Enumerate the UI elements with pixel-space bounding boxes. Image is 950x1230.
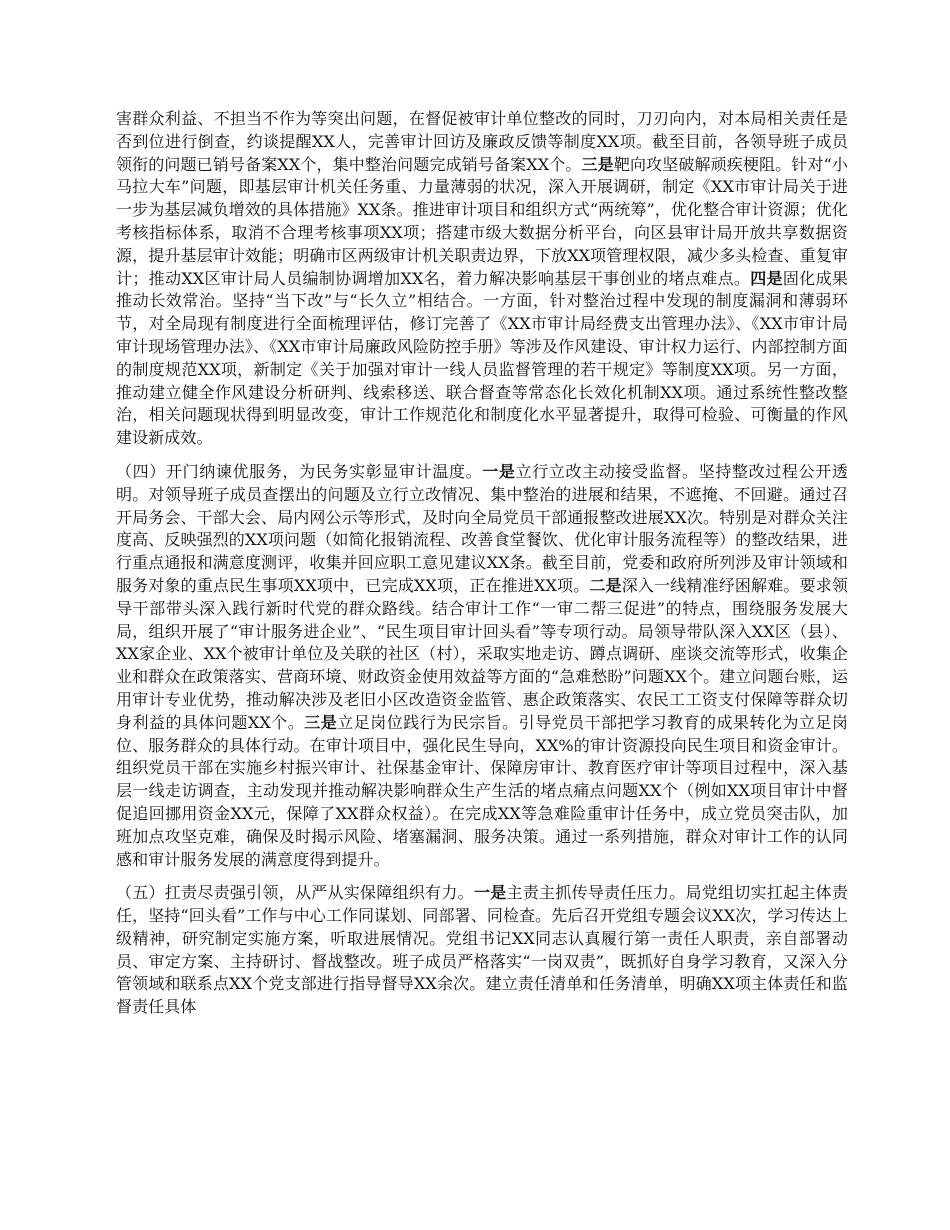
paragraph-keyword: 一是 [482,461,516,481]
paragraph-text: 主责主抓传导责任压力。局党组切实扛起主体责任，坚持“回头看”工作与中心工作同谋划、同部署、同检查。先后召开党组专题会议XX次，学习传达上级精神，研究制定实施方案，听取进展情况。党组书记XX同志认真履行第一责任人职责，亲自部署动员、审定方案、主持研讨、督战整改。班子成员严格落实“一岗双责”，既抓好自身学习教育，又深入分管领域和联系点XX个党支部进行指导督导XX余次。建立责任清单和任务清单，明确XX项主体责任和监督责任具体 [116,883,849,1017]
paragraph-keyword: 三是 [304,712,338,732]
paragraph-text: 害群众利益、不担当不作为等突出问题，在督促被审计单位整改的同时，刀刃向内，对本局相关责任是否到位进行倒查，约谈提醒XX人，完善审计回访及廉政反馈等制度XX项。截至目前，各领导班子成员领衔的问题已销号备案XX个，集中整治问题完成销号备案XX个。 [116,109,848,174]
paragraph-text: 深入一线精准纾困解难。要求领导干部带头深入践行新时代党的群众路线。结合审计工作“一审二帮三促进”的特点，围绕服务发展大局，组织开展了“审计服务进企业”、“民生项目审计回头看”等专项行动。局领导带队深入XX区（县）、XX家企业、XX个被审计单位及关联的社区（村），采取实地走访、蹲点调研、座谈交流等形式，收集企业和群众在政策落实、营商环境、财政资金使用效益等方面的“急难愁盼”问题XX个。建立问题台账，运用审计专业优势，推动解决涉及老旧小区改造资金监管、惠企政策落实、农民工工资支付保障等群众切身利益的具体问题XX个。 [116,575,848,732]
paragraph-2 [116,461,848,871]
paragraph-keyword: 三是 [581,154,614,174]
paragraph-text: 立行立改主动接受监督。坚持整改过程公开透明。对领导班子成员查摆出的问题及立行立改情况、集中整治的进展和结果，不遮掩、不回避。通过召开局务会、干部大会、局内网公示等形式，及时向全局党员干部通报整改进展XX次。特别是对群众关注度高、反映强烈的XX项问题（如简化报销流程、改善食堂餐饮、优化审计服务流程等）的整改结果，进行重点通报和满意度测评，收集并回应职工意见建议XX条。截至目前，党委和政府所列涉及审计领域和服务对象的重点民生事项XX项中，已完成XX项，正在推进XX项。 [116,461,848,595]
paragraph-text: 固化成果推动长效常治。坚持“当下改”与“长久立”相结合。一方面，针对整治过程中发现的制度漏洞和薄弱环节，对全局现有制度进行全面梳理评估，修订完善了《XX市审计局经费支出管理办法》、《XX市审计局审计现场管理办法》、《XX市审计局廉政风险防控手册》等涉及作风建设、审计权力运行、内部控制方面的制度规范XX项，新制定《关于加强对审计一线人员监督管理的若干规定》等制度XX项。另一方面，推动建立健全作风建设分析研判、线索移送、联合督查等常态化长效化机制XX项。通过系统性整改整治，相关问题现状得到明显改变，审计工作规范化和制度化水平显著提升，取得可检验、可衡量的作风建设新成效。 [116,268,849,448]
document-page [116,108,848,1030]
paragraph-keyword: 二是 [589,575,622,595]
paragraph-keyword: 一是 [473,883,507,903]
paragraph-text: 立足岗位践行为民宗旨。引导党员干部把学习教育的成果转化为立足岗位、服务群众的具体行动。在审计项目中，强化民生导向，XX%的审计资源投向民生项目和资金审计。组织党员干部在实施乡村振兴审计、社保基金审计、保障房审计、教育医疗审计等项目过程中，深入基层一线走访调查，主动发现并推动解决影响群众生产生活的堵点痛点问题XX个（例如XX项目审计中督促追回挪用资金XX元，保障了XX群众权益）。在完成XX等急难险重审计任务中，成立党员突击队，加班加点攻坚克难，确保及时揭示风险、堵塞漏洞、服务决策。通过一系列措施，群众对审计工作的认同感和审计服务发展的满意度得到提升。 [116,712,849,869]
paragraph-1 [116,108,848,450]
paragraph-text: 靶向攻坚破解顽疾梗阻。针对“小马拉大车”问题，即基层审计机关任务重、力量薄弱的状况，深入开展调研，制定《XX市审计局关于进一步为基层减负增效的具体措施》XX条。推进审计项目和组织方式“两统筹”，优化整合审计资源；优化考核指标体系，取消不合理考核事项XX项；搭建市级大数据分析平台，向区县审计局开放共享数据资源，提升基层审计效能；明确市区两级审计机关职责边界，下放XX项管理权限，减少多头检查、重复审计；推动XX区审计局人员编制协调增加XX名，着力解决影响基层干事创业的堵点难点。 [116,154,848,288]
section-heading-4: （四）开门纳谏优服务，为民务实彰显审计温度。 [116,461,483,481]
paragraph-3 [116,882,848,1019]
paragraph-keyword: 四是 [750,268,783,288]
section-heading-5: （五）扛责尽责强引领，从严从实保障组织有力。 [116,883,474,903]
